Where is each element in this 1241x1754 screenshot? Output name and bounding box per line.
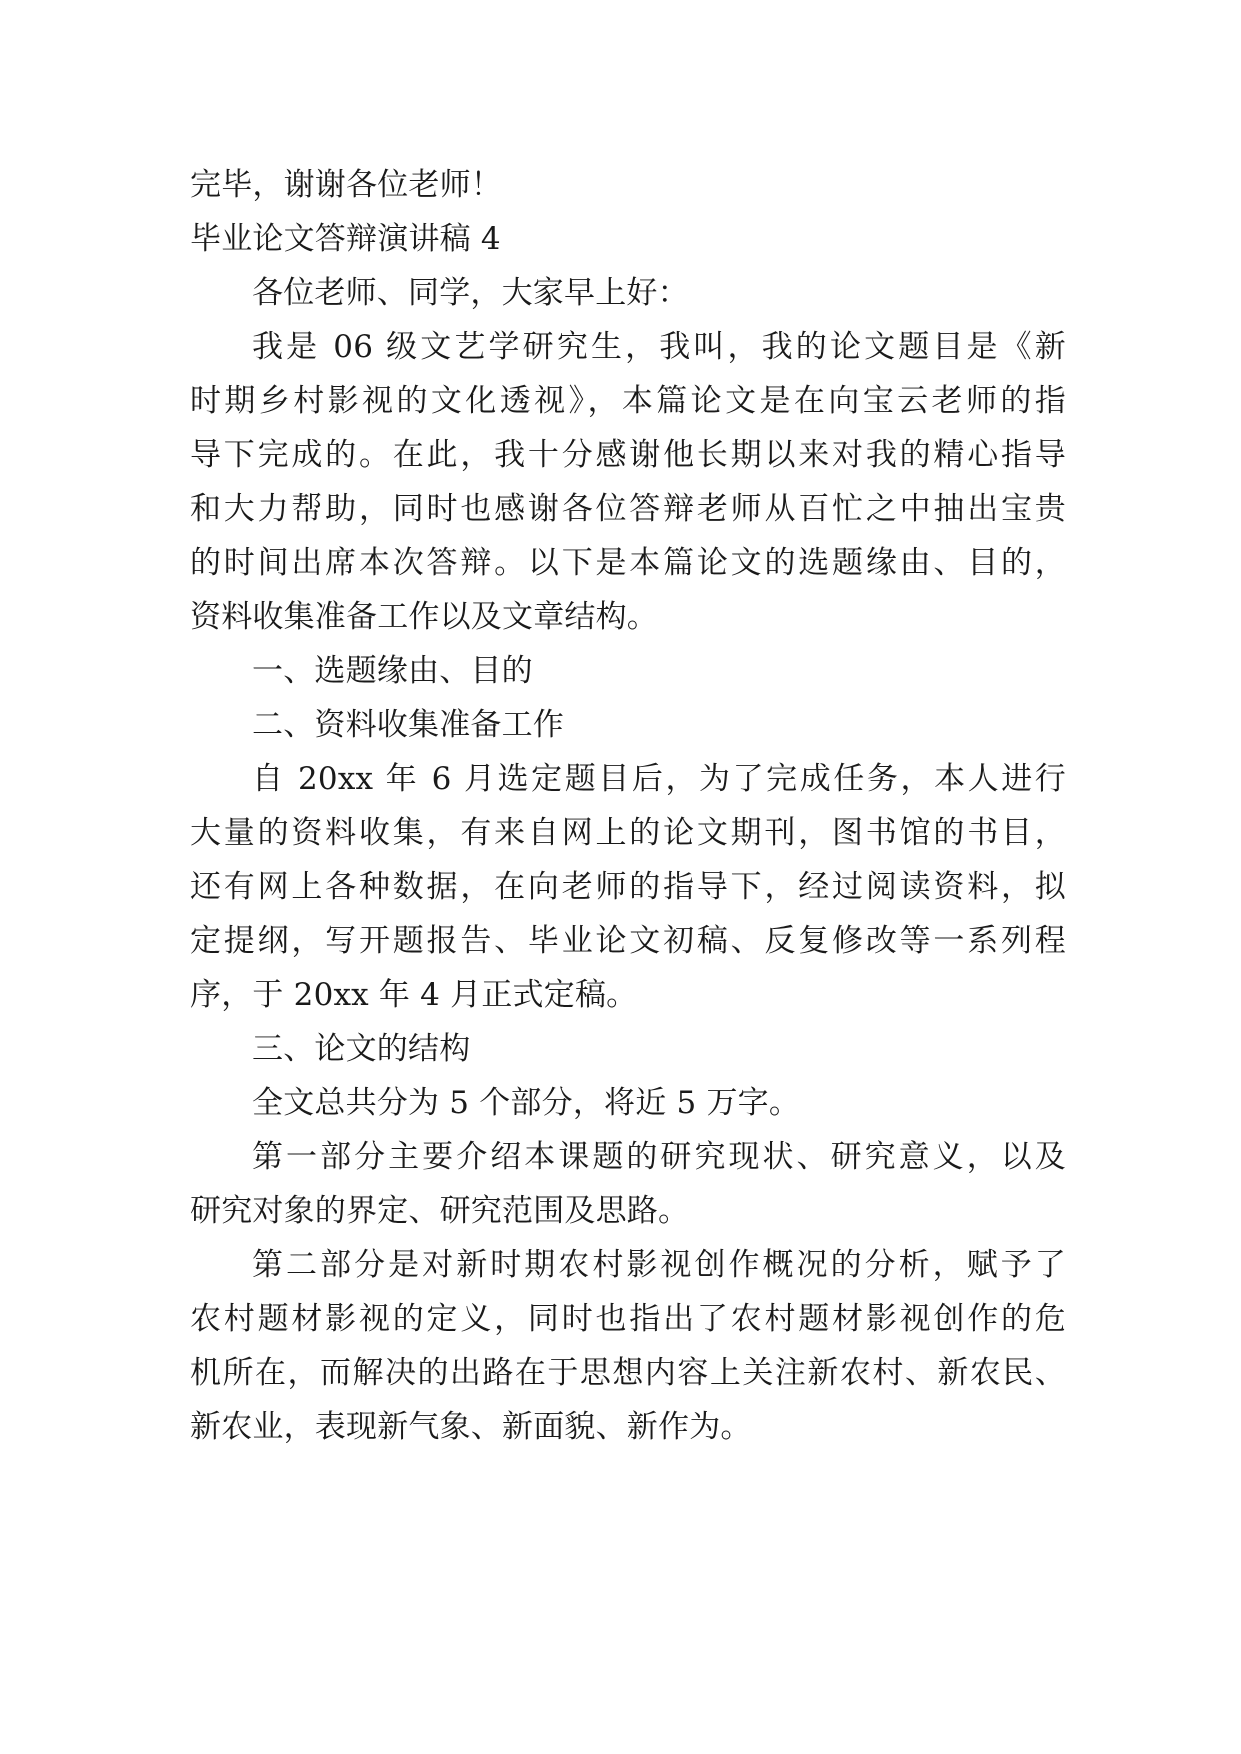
part2-line: 农村题材影视的定义，同时也指出了农村题材影视创作的危: [190, 1301, 1066, 1337]
intro-line: 资料收集准备工作以及文章结构。: [190, 599, 658, 635]
document-title: 毕业论文答辩演讲稿 4: [190, 221, 501, 257]
part1-line: 第一部分主要介绍本课题的研究现状、研究意义，以及: [252, 1139, 1066, 1175]
intro-line: 和大力帮助，同时也感谢各位答辩老师从百忙之中抽出宝贵: [190, 491, 1066, 527]
intro-paragraph: [190, 320, 1066, 644]
document-body: [190, 158, 1066, 1454]
part2-line: 第二部分是对新时期农村影视创作概况的分析，赋予了: [252, 1247, 1066, 1283]
closing-line: 完毕，谢谢各位老师！: [190, 167, 502, 203]
section2-line: 自 20xx 年 6 月选定题目后，为了完成任务，本人进行: [252, 761, 1066, 797]
section-heading-3: 三、论文的结构: [252, 1031, 471, 1067]
section2-line: 定提纲，写开题报告、毕业论文初稿、反复修改等一系列程: [190, 923, 1066, 959]
intro-line: 时期乡村影视的文化透视》，本篇论文是在向宝云老师的指: [190, 383, 1066, 419]
intro-line: 导下完成的。在此，我十分感谢他长期以来对我的精心指导: [190, 437, 1066, 473]
part1-paragraph: [190, 1130, 1066, 1238]
section2-line: 序，于 20xx 年 4 月正式定稿。: [190, 977, 638, 1013]
part2-line: 机所在，而解决的出路在于思想内容上关注新农村、新农民、: [190, 1355, 1066, 1391]
part2-line: 新农业，表现新气象、新面貌、新作为。: [190, 1409, 752, 1445]
intro-line: 的时间出席本次答辩。以下是本篇论文的选题缘由、目的，: [190, 545, 1066, 581]
structure-summary: 全文总共分为 5 个部分，将近 5 万字。: [252, 1085, 801, 1121]
greeting-line: 各位老师、同学，大家早上好：: [252, 275, 689, 311]
section-heading-2: 二、资料收集准备工作: [252, 707, 564, 743]
intro-line: 我是 06 级文艺学研究生，我叫，我的论文题目是《新: [252, 329, 1066, 365]
part1-line: 研究对象的界定、研究范围及思路。: [190, 1193, 690, 1229]
section2-line: 大量的资料收集，有来自网上的论文期刊，图书馆的书目，: [190, 815, 1066, 851]
section2-line: 还有网上各种数据，在向老师的指导下，经过阅读资料，拟: [190, 869, 1066, 905]
section2-paragraph: [190, 752, 1066, 1022]
part2-paragraph: [190, 1238, 1066, 1454]
section-heading-1: 一、选题缘由、目的: [252, 653, 533, 689]
